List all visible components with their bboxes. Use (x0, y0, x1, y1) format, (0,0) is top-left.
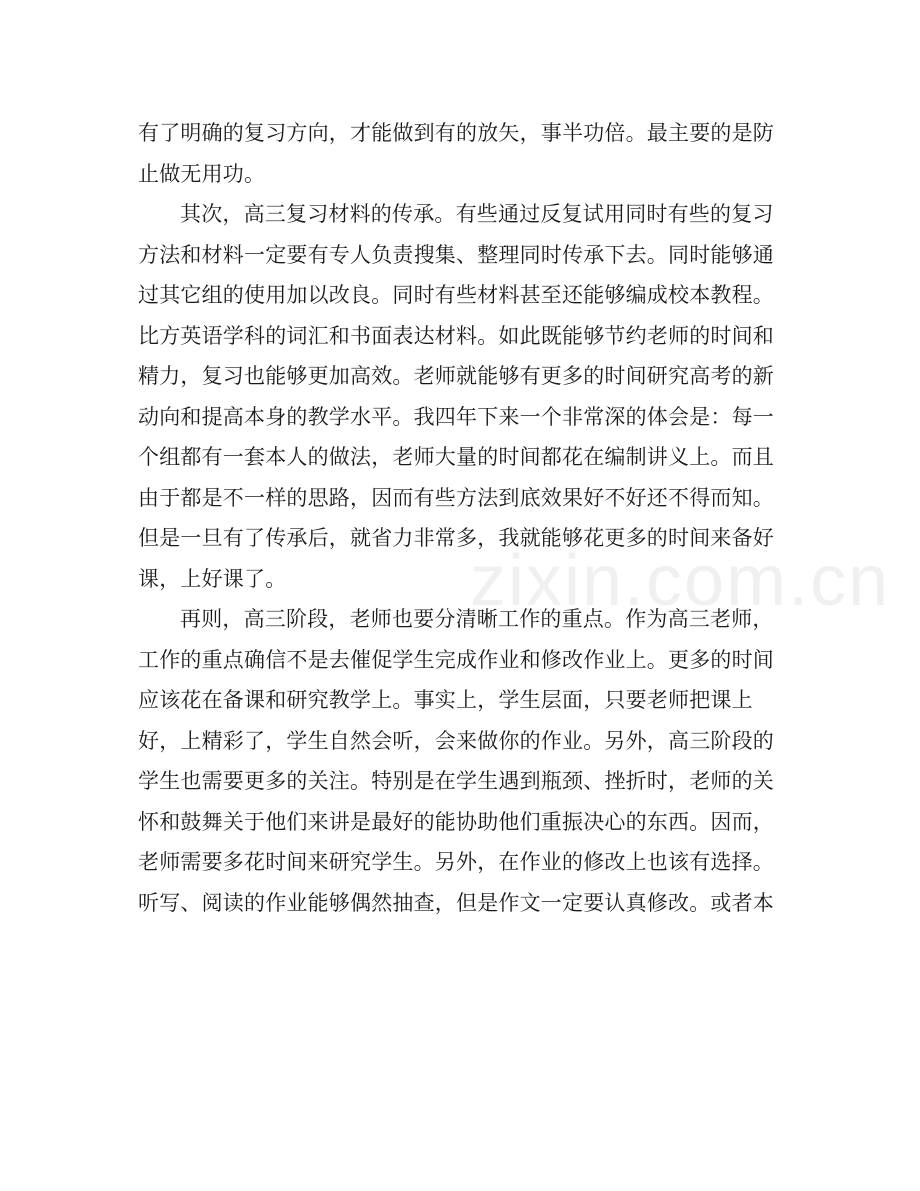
text-line: 精力，复习也能够更加高效。老师就能够有更多的时间研究高考的新 (138, 364, 774, 388)
text-line: 但是一旦有了传承后，就省力非常多，我就能够花更多的时间来备好 (138, 526, 774, 550)
text-line: 比方英语学科的词汇和书面表达材料。如此既能够节约老师的时间和 (138, 323, 774, 348)
text-line: 好，上精彩了，学生自然会听，会来做你的作业。另外，高三阶段的 (138, 728, 774, 753)
body-text (138, 113, 782, 923)
text-line: 动向和提高本身的教学水平。我四年下来一个非常深的体会是：每一 (138, 404, 774, 429)
watermark: zixin.com.cn (470, 541, 891, 621)
paragraph-start-line: 再则，高三阶段，老师也要分清晰工作的重点。作为高三老师， (180, 607, 774, 631)
text-line: 过其它组的使用加以改良。同时有些材料甚至还能够编成校本教程。 (138, 283, 774, 307)
paragraph-start-line: 其次，高三复习材料的传承。有些通过反复试用同时有些的复习 (180, 202, 774, 226)
text-line: 止做无用功。 (138, 161, 266, 186)
text-line: 有了明确的复习方向，才能做到有的放矢，事半功倍。最主要的是防 (138, 121, 774, 145)
text-line: 个组都有一套本人的做法，老师大量的时间都花在编制讲义上。而且 (138, 445, 774, 469)
text-line: 学生也需要更多的关注。特别是在学生遇到瓶颈、挫折时，老师的关 (138, 769, 774, 793)
text-line: 工作的重点确信不是去催促学生完成作业和修改作业上。更多的时间 (138, 647, 774, 672)
text-line: 由于都是不一样的思路，因而有些方法到底效果好不好还不得而知。 (138, 485, 774, 510)
text-line: 应该花在备课和研究教学上。事实上，学生层面，只要老师把课上 (138, 688, 753, 712)
text-line: 怀和鼓舞关于他们来讲是最好的能协助他们重振决心的东西。因而， (138, 809, 774, 834)
text-line: 课，上好课了。 (138, 566, 287, 591)
text-line: 听写、阅读的作业能够偶然抽查，但是作文一定要认真修改。或者本 (138, 890, 774, 915)
text-line: 方法和材料一定要有专人负责搜集、整理同时传承下去。同时能够通 (138, 242, 774, 267)
text-line: 老师需要多花时间来研究学生。另外，在作业的修改上也该有选择。 (138, 850, 774, 874)
